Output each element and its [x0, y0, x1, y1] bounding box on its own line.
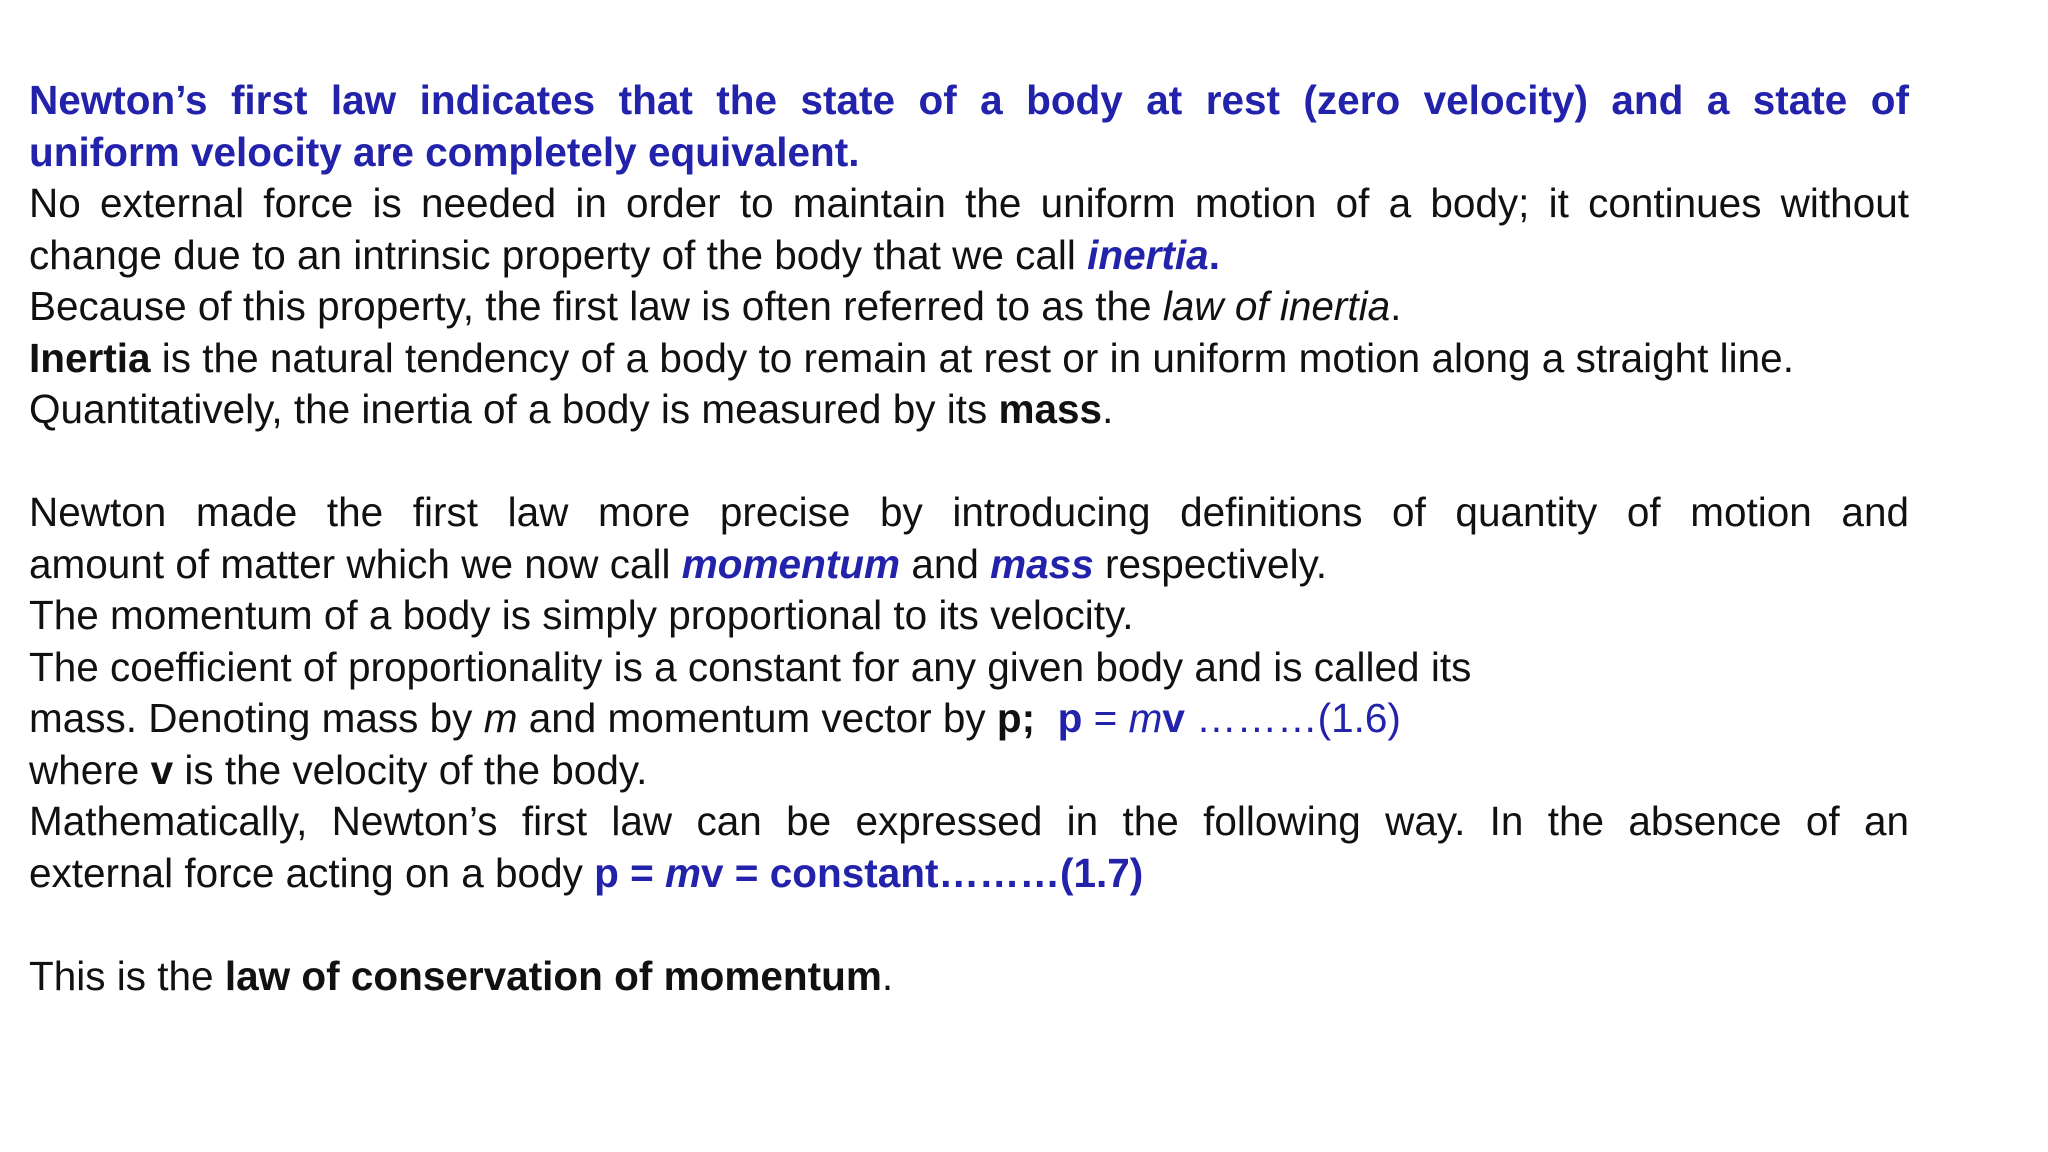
- momentum-definition-text: amount of matter which we now call: [29, 540, 682, 587]
- external-force-line2: [29, 230, 1909, 282]
- coefficient-sentence: The coefficient of proportionality is a constant for any given body and is called its: [29, 643, 1472, 690]
- momentum-vector-text: and momentum vector by: [517, 695, 997, 741]
- v-symbol: v: [150, 746, 174, 793]
- eq-constant: v = constant………(1.7): [701, 849, 1144, 896]
- this-is-the-text: This is the: [29, 952, 225, 999]
- eq-p: p: [1057, 695, 1083, 741]
- equation-1-6-line: [29, 693, 1909, 745]
- denoting-mass-text: mass. Denoting mass by: [29, 695, 484, 741]
- conservation-of-momentum-term: law of conservation of momentum: [224, 952, 882, 999]
- eq-equals: =: [1082, 695, 1129, 741]
- conservation-sentence: [29, 951, 1909, 1003]
- inertia-definition-text: is the natural tendency of a body to remain at rest or in uniform motion along a straight line.: [150, 334, 1794, 381]
- mass-term: mass: [990, 540, 1094, 587]
- momentum-proportional-sentence: The momentum of a body is simply proportional to its velocity.: [29, 592, 1134, 638]
- and-text: and: [900, 540, 991, 587]
- respectively-text: respectively.: [1093, 540, 1328, 587]
- equation-1-7: [594, 850, 1143, 896]
- eq-m: m: [665, 849, 702, 896]
- where-text: where: [29, 746, 151, 793]
- p-symbol: p;: [996, 695, 1036, 741]
- velocity-text: is the velocity of the body.: [173, 746, 648, 793]
- mass-measure-sentence: [29, 384, 1909, 436]
- inertia-bold-term: Inertia: [29, 334, 151, 381]
- inertia-term: inertia: [1087, 231, 1209, 278]
- external-force-acting-text: external force acting on a body: [29, 849, 595, 896]
- velocity-sentence: [29, 745, 1909, 797]
- period: .: [881, 952, 894, 999]
- slide-body: [29, 75, 1909, 1002]
- eq-m: m: [1128, 695, 1163, 741]
- mass-measure-text: Quantitatively, the inertia of a body is measured by its: [29, 386, 999, 432]
- external-force-text: change due to an intrinsic property of the body that we call: [29, 231, 1088, 278]
- first-law-statement-line1: Newton’s first law indicates that the state of a body at rest (zero velocity) and a state of: [29, 77, 1909, 123]
- equation-1-6: [1058, 695, 1401, 741]
- eq-v: v: [1162, 695, 1185, 741]
- eq-number: ………(1.6): [1184, 695, 1401, 741]
- law-of-inertia-text: Because of this property, the first law is often referred to as the: [29, 283, 1163, 329]
- momentum-definition-line1: Newton made the first law more precise by introducing definitions of quantity of motion and: [29, 489, 1909, 535]
- first-law-statement-line2: uniform velocity are completely equivalent.: [29, 128, 860, 175]
- external-force-line1: No external force is needed in order to maintain the uniform motion of a body; it continues without: [29, 180, 1909, 226]
- law-of-inertia-sentence: [29, 281, 1909, 333]
- m-symbol: m: [483, 695, 518, 741]
- equation-1-7-line: [29, 848, 1909, 900]
- paragraph-gap: [29, 899, 1909, 951]
- period: .: [1208, 231, 1220, 278]
- mass-bold-term: mass: [998, 386, 1103, 432]
- mathematical-expression-line1: Mathematically, Newton’s first law can be expressed in the following way. In the absence of an: [29, 798, 1909, 844]
- paragraph-gap: [29, 436, 1909, 488]
- period: .: [1102, 386, 1114, 432]
- period: .: [1390, 283, 1402, 329]
- momentum-definition-line2: [29, 539, 1909, 591]
- eq-p-equals: p =: [594, 849, 666, 896]
- inertia-definition: [29, 333, 1909, 385]
- law-of-inertia-term: law of inertia: [1162, 283, 1391, 329]
- momentum-term: momentum: [681, 540, 901, 587]
